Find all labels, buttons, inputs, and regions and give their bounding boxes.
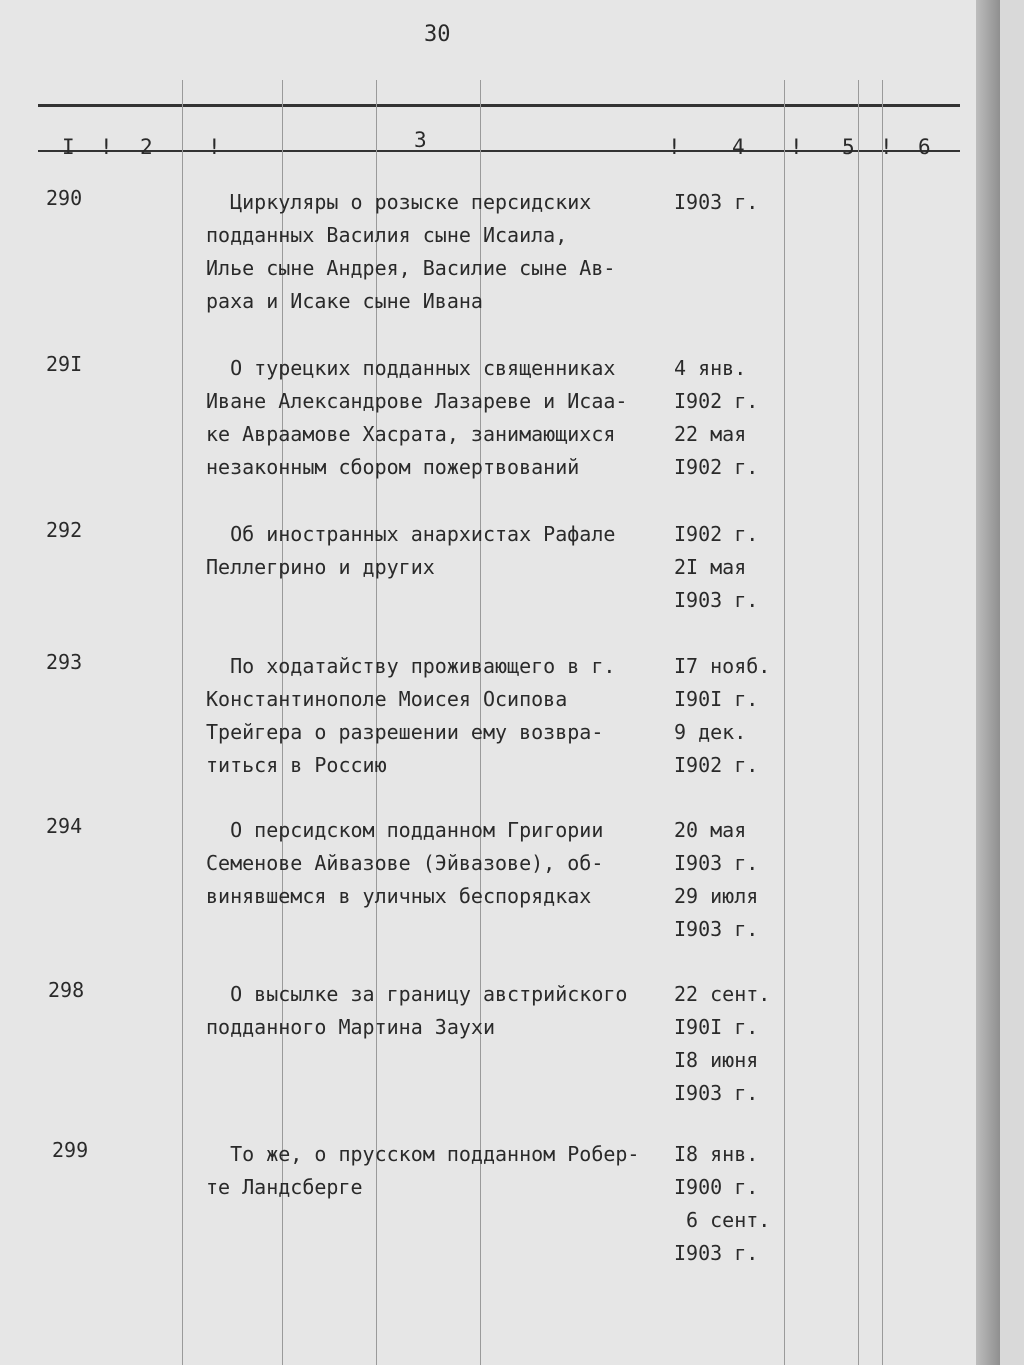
row-number: 29I — [46, 352, 83, 376]
row-number: 293 — [46, 650, 83, 674]
row-number: 294 — [46, 814, 83, 838]
header-bottom-rule — [38, 150, 960, 152]
row-number: 290 — [46, 186, 83, 210]
header-col-5: 5 — [842, 135, 855, 159]
header-separator: ! — [668, 135, 681, 159]
row-dates: I903 г. — [674, 190, 759, 214]
row-description: О турецких подданных священниках Иване Александрове Лазареве и Исаа- ке Авраамове Хасрата, занимающихся незаконным сбором пожертвований — [206, 356, 628, 479]
row-description: Об иностранных анархистах Рафале Пеллегрино и других — [206, 522, 616, 579]
row-dates: I7 нояб. I90I г. 9 дек. I902 г. — [674, 654, 771, 777]
header-col-2: 2 — [140, 135, 153, 159]
page-number: 30 — [424, 22, 451, 47]
row-description: Циркуляры о розыске персидских подданных Василия сыне Исаила, Илье сыне Андрея, Василие сыне Ав- раха и Исаке сыне Ивана — [206, 190, 616, 313]
header-separator: ! — [208, 135, 221, 159]
row-description: О персидском подданном Григории Семенове Айвазове (Эйвазове), об- винявшемся в уличных беспорядках — [206, 818, 604, 908]
header-separator: ! — [100, 135, 113, 159]
page-edge — [976, 0, 1000, 1365]
column-divider — [784, 80, 785, 1365]
row-dates: 4 янв. I902 г. 22 мая I902 г. — [674, 356, 759, 479]
header-col-4: 4 — [732, 135, 745, 159]
row-description: О высылке за границу австрийского подданного Мартина Заухи — [206, 982, 628, 1039]
column-divider — [858, 80, 859, 1365]
row-description: То же, о прусском подданном Робер- те Ландсберге — [206, 1142, 640, 1199]
header-top-rule — [38, 104, 960, 107]
column-divider — [182, 80, 183, 1365]
header-col-1: I — [62, 135, 75, 159]
row-number: 298 — [48, 978, 85, 1002]
column-divider — [882, 80, 883, 1365]
row-dates: 22 сент. I90I г. I8 июня I903 г. — [674, 982, 771, 1105]
row-number: 299 — [52, 1138, 89, 1162]
header-separator: ! — [790, 135, 803, 159]
row-description: По ходатайству проживающего в г. Константинополе Моисея Осипова Трейгера о разрешении ему возвра- титься в Россию — [206, 654, 616, 777]
row-number: 292 — [46, 518, 83, 542]
header-col-6: 6 — [918, 135, 931, 159]
row-dates: I902 г. 2I мая I903 г. — [674, 522, 759, 612]
row-dates: 20 мая I903 г. 29 июля I903 г. — [674, 818, 759, 941]
header-separator: ! — [880, 135, 893, 159]
row-dates: I8 янв. I900 г. 6 сент. I903 г. — [674, 1142, 771, 1265]
header-col-3: 3 — [414, 128, 427, 152]
